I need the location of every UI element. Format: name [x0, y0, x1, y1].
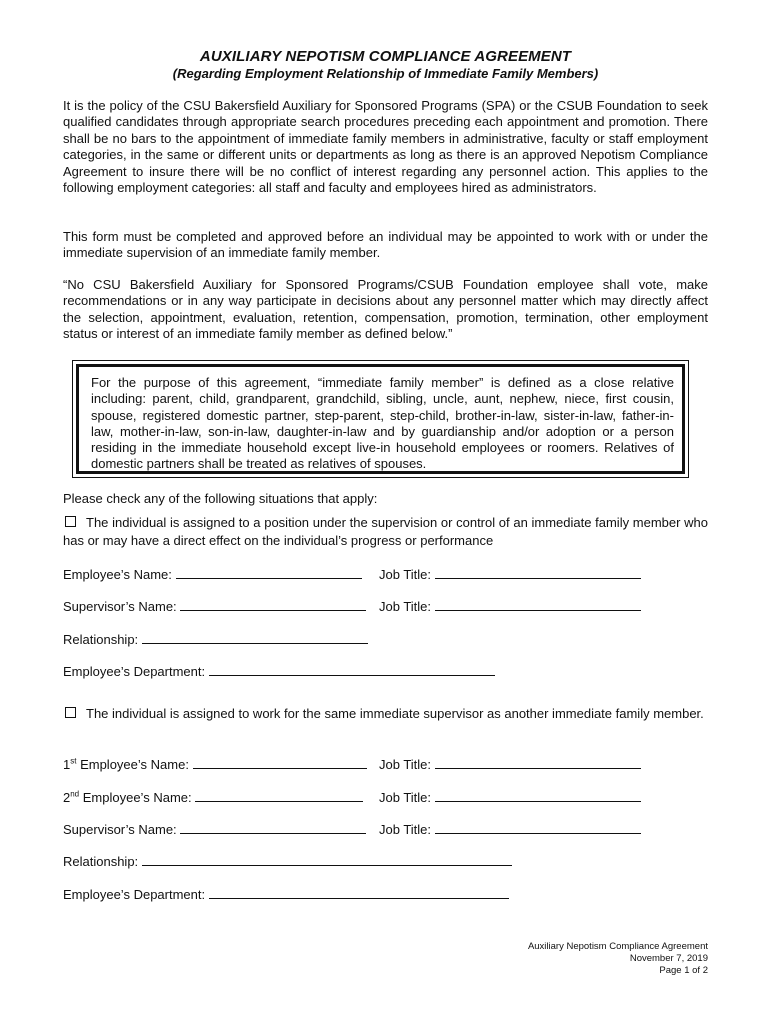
s2-second-job-title-line[interactable]	[435, 790, 641, 802]
s2-first-job-title-line[interactable]	[435, 757, 641, 769]
footer-date: November 7, 2019	[629, 953, 708, 964]
option-1-text: The individual is assigned to a position under the supervision or control of an immediate family member who has or may have a direct effect on the individual’s progress or performance	[63, 515, 708, 548]
option-1-checkbox[interactable]	[65, 516, 76, 527]
s2-relationship-label: Relationship:	[63, 854, 139, 869]
s2-supervisor-name-line[interactable]	[180, 822, 366, 834]
option-2-checkbox[interactable]	[65, 707, 76, 718]
form-requirement-paragraph: This form must be completed and approved before an individual may be appointed to work with or under the immediate supervision of an immediate family member.	[63, 229, 708, 261]
s1-supervisor-name-line[interactable]	[180, 599, 366, 611]
s1-department-label: Employee’s Department:	[63, 664, 206, 679]
policy-paragraph: It is the policy of the CSU Bakersfield Auxiliary for Sponsored Programs (SPA) or the CSUB Foundation to seek qualified candidates through appropriate search procedures preceding each appointment and promotion. There shall be no bars to the appointment of immediate family members in administrative, faculty or staff employment categories, in the same or different units or departments as long as there is an approved Nepotism Compliance Agreement to insure there will be no conflict of interest regarding any personnel action. This applies to the following employment categories: all staff and faculty and employees hired as administrators.	[63, 98, 708, 196]
s2-first-employee-label: 1st Employee’s Name:	[63, 757, 189, 773]
s1-relationship-field[interactable]	[63, 632, 368, 647]
s1-job-title-label: Job Title:	[379, 567, 432, 582]
s2-relationship-field[interactable]	[63, 854, 512, 869]
definition-text: For the purpose of this agreement, “immediate family member” is defined as a close relative including: parent, child, grandparent, grandchild, sibling, uncle, aunt, nephew, niece, first cousin, spouse, registered domestic partner, step-parent, step-child, brother-in-law, sister-in-law, father-in-law, mother-in-law, son-in-law, daughter-in-law and by guardianship and/or adoption or a person residing in the immediate household except live-in household employees or roomers. Relatives of domestic partners shall be treated as relatives of spouses.	[76, 364, 685, 474]
quoted-policy-paragraph: “No CSU Bakersfield Auxiliary for Sponsored Programs/CSUB Foundation employee shall vote, make recommendations or in any way participate in decisions about any personnel matter which may directly affect the selection, appointment, evaluation, retention, compensation, promotion, termination, other employment status or interest of an immediate family member as defined below.”	[63, 277, 708, 342]
s2-supervisor-job-title-field[interactable]	[379, 822, 641, 837]
s2-second-employee-label: 2nd Employee’s Name:	[63, 790, 192, 806]
s1-employee-name-field[interactable]	[63, 567, 362, 582]
s2-supervisor-job-title-line[interactable]	[435, 822, 641, 834]
s2-second-employee-name-line[interactable]	[195, 790, 363, 802]
option-2	[63, 705, 708, 723]
page-footer	[408, 941, 708, 977]
s1-relationship-label: Relationship:	[63, 632, 139, 647]
s2-supervisor-name-label: Supervisor’s Name:	[63, 822, 177, 837]
option-2-text: The individual is assigned to work for the same immediate supervisor as another immediate family member.	[86, 706, 704, 721]
s2-supervisor-job-title-label: Job Title:	[379, 822, 432, 837]
s1-supervisor-name-label: Supervisor’s Name:	[63, 599, 177, 614]
s2-second-job-title-field[interactable]	[379, 790, 641, 805]
s2-second-job-title-label: Job Title:	[379, 790, 432, 805]
s1-supervisor-name-field[interactable]	[63, 599, 366, 614]
footer-page-number: Page 1 of 2	[659, 965, 708, 976]
s1-job-title-field[interactable]	[379, 567, 641, 582]
s2-department-label: Employee’s Department:	[63, 887, 206, 902]
footer-doc-name: Auxiliary Nepotism Compliance Agreement	[527, 941, 708, 952]
s2-first-job-title-field[interactable]	[379, 757, 641, 772]
s1-job-title-line[interactable]	[435, 567, 641, 579]
s1-supervisor-job-title-field[interactable]	[379, 599, 641, 614]
s2-department-line[interactable]	[209, 887, 509, 899]
s2-first-job-title-label: Job Title:	[379, 757, 432, 772]
s2-second-employee-name-field[interactable]	[63, 790, 363, 805]
s2-first-employee-name-line[interactable]	[193, 757, 367, 769]
s1-relationship-line[interactable]	[142, 632, 368, 644]
s2-department-field[interactable]	[63, 887, 509, 902]
document-subtitle: (Regarding Employment Relationship of Immediate Family Members)	[172, 66, 599, 81]
s1-department-field[interactable]	[63, 664, 495, 679]
s2-supervisor-name-field[interactable]	[63, 822, 366, 837]
s1-employee-name-line[interactable]	[176, 567, 362, 579]
s1-employee-name-label: Employee’s Name:	[63, 567, 172, 582]
s2-first-employee-name-field[interactable]	[63, 757, 367, 772]
s1-department-line[interactable]	[209, 664, 495, 676]
option-1	[63, 514, 708, 550]
check-prompt: Please check any of the following situations that apply:	[63, 491, 378, 506]
s1-supervisor-job-title-label: Job Title:	[379, 599, 432, 614]
definition-box	[72, 360, 689, 478]
s2-relationship-line[interactable]	[142, 854, 512, 866]
document-page	[63, 0, 708, 1024]
document-title: AUXILIARY NEPOTISM COMPLIANCE AGREEMENT	[199, 48, 572, 65]
s1-supervisor-job-title-line[interactable]	[435, 599, 641, 611]
